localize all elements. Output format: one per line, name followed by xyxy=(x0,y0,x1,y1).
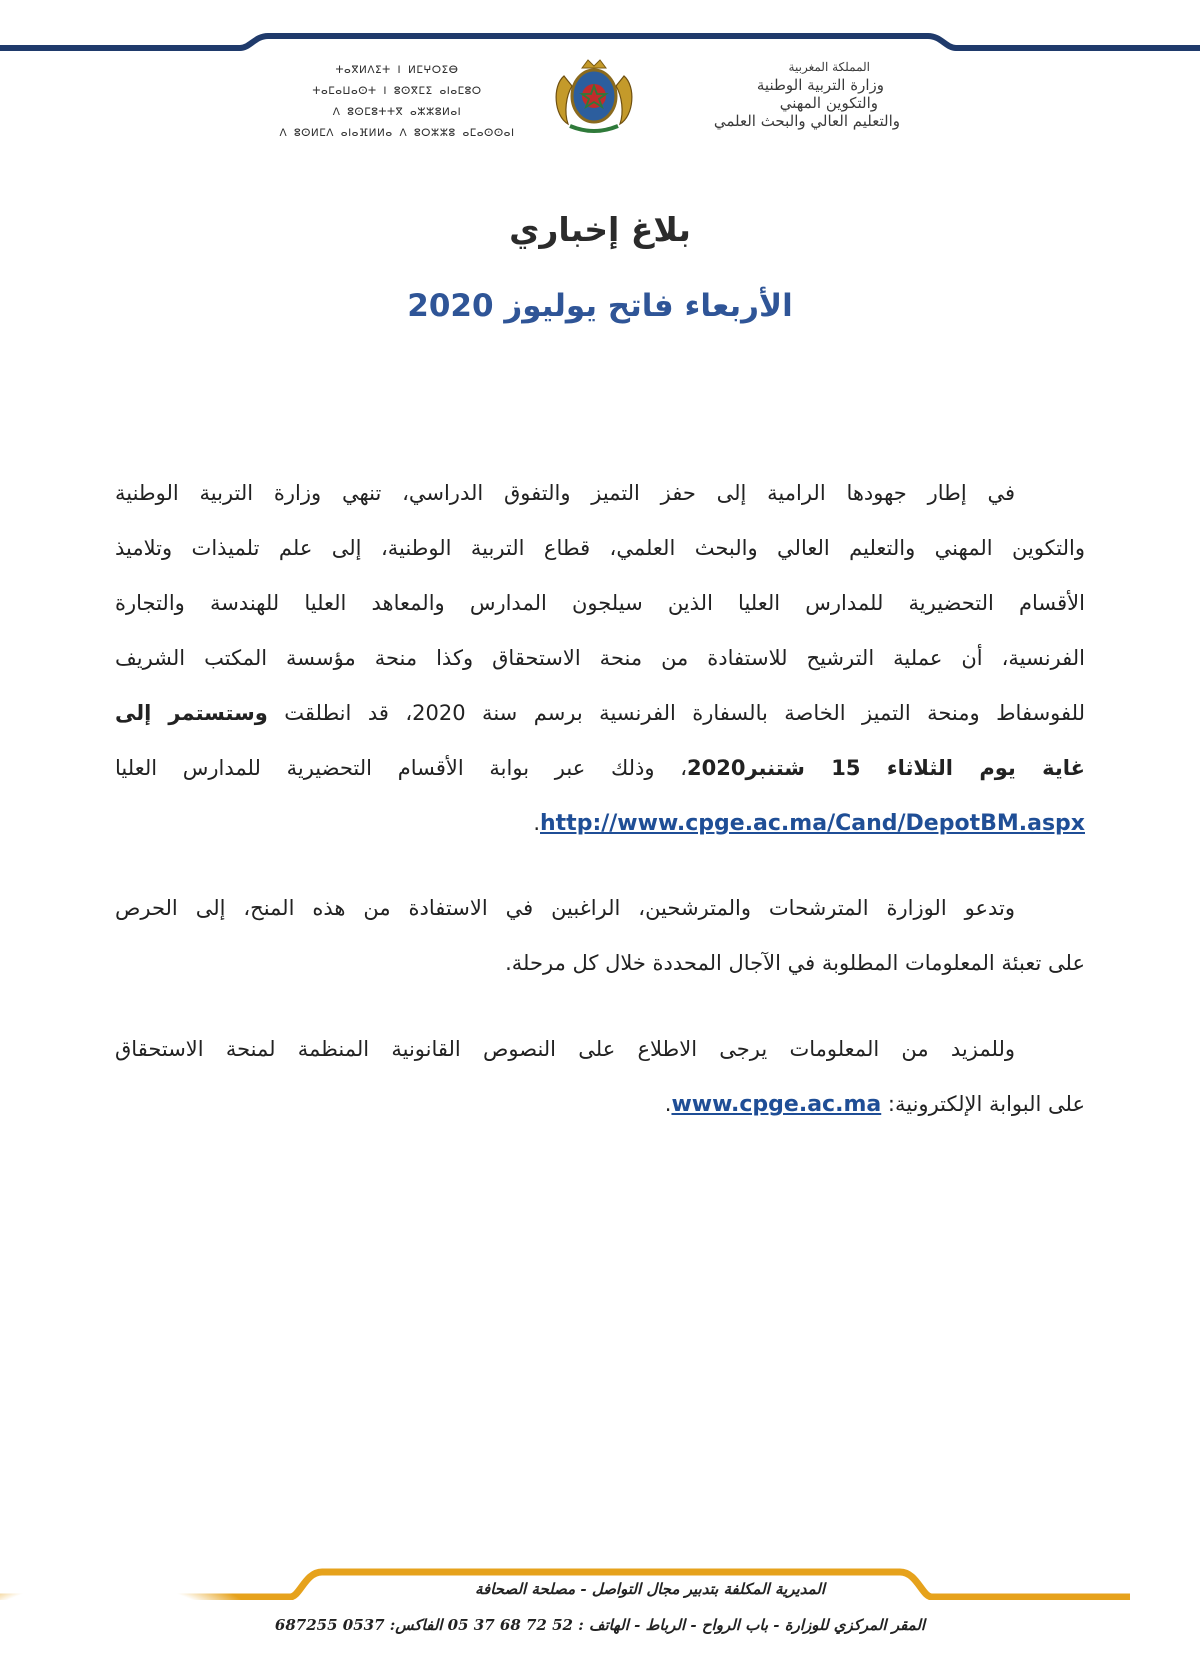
paragraph-line: وللمزيد من المعلومات يرجى الاطلاع على النصوص القانونية المنظمة لمنحة الاستحقاق xyxy=(115,1037,1015,1061)
tifinagh-line: ⴷ ⵓⵙⵎⵓⵜⵜⴳ ⴰⵣⵣⵓⵍⴰⵏ xyxy=(332,106,462,118)
ministry-line: المملكة المغربية xyxy=(788,60,870,74)
ministry-line: وزارة التربية الوطنية xyxy=(756,76,884,94)
deadline-text: غاية يوم الثلاثاء 15 شتنبر2020 xyxy=(687,756,1085,780)
paragraph-line xyxy=(115,1077,1085,1132)
paragraph-text: على البوابة الإلكترونية: xyxy=(881,1092,1085,1116)
paragraph-text: للفوسفاط ومنحة التميز الخاصة بالسفارة الفرنسية برسم سنة 2020، قد انطلقت xyxy=(267,701,1085,725)
paragraph-line xyxy=(115,686,1085,741)
paragraph-1 xyxy=(115,466,1085,851)
tifinagh-line: ⵜⴰⵎⴰⵡⴰⵙⵜ ⵏ ⵓⵙⴳⵎⵉ ⴰⵏⴰⵎⵓⵔ xyxy=(312,85,482,97)
scan-smudge xyxy=(0,1570,250,1666)
emphasis-text: وستستمر إلى xyxy=(115,701,268,725)
paragraph-line: الأقسام التحضيرية للمدارس العليا الذين سيلجون المدارس والمعاهد العليا للهندسة والتجارة xyxy=(115,591,1085,615)
tifinagh-line: ⵜⴰⴳⵍⴷⵉⵜ ⵏ ⵍⵎⵖⵔⵉⴱ xyxy=(335,64,459,76)
paragraph-line: وتدعو الوزارة المترشحات والمترشحين، الراغبين في الاستفادة من هذه المنح، إلى الحرص xyxy=(115,896,1015,920)
footer-department: المديرية المكلفة بتدبير مجال التواصل - مصلحة الصحافة xyxy=(475,1580,825,1598)
footer-address: المقر المركزي للوزارة - باب الرواح - الرباط - الهاتف : 52 72 68 37 05 الفاكس: 0537 687255 xyxy=(274,1616,926,1634)
ministry-line: والتكوين المهني xyxy=(779,94,878,112)
paragraph-line: والتكوين المهني والتعليم العالي والبحث العلمي، قطاع التربية الوطنية، إلى علم تلميذات وتلاميذ xyxy=(115,536,1085,560)
tifinagh-line: ⴷ ⵓⵙⵍⵎⴷ ⴰⵏⴰⴼⵍⵍⴰ ⴷ ⵓⵔⵣⵣⵓ ⴰⵎⴰⵙⵙⴰⵏ xyxy=(279,127,515,139)
ministry-line: والتعليم العالي والبحث العلمي xyxy=(713,112,900,130)
portal-link[interactable]: www.cpge.ac.ma xyxy=(671,1092,882,1117)
ministry-name-tifinagh xyxy=(262,60,532,144)
punctuation: . xyxy=(533,811,540,835)
paragraph-text: ، وذلك عبر بوابة الأقسام التحضيرية للمدارس العليا xyxy=(115,756,688,780)
paragraph-line: الفرنسية، أن عملية الترشيح للاستفادة من منحة الاستحقاق وكذا منحة مؤسسة المكتب الشريف xyxy=(115,646,1085,670)
candidature-link[interactable]: http://www.cpge.ac.ma/Cand/DepotBM.aspx xyxy=(540,811,1085,836)
paragraph-2 xyxy=(115,881,1085,991)
moroccan-coat-of-arms-logo xyxy=(544,46,644,136)
paragraph-line: على تعبئة المعلومات المطلوبة في الآجال المحددة خلال كل مرحلة. xyxy=(505,951,1085,975)
document-title: بلاغ إخباري xyxy=(509,210,691,249)
paragraph-line: في إطار جهودها الرامية إلى حفز التميز والتفوق الدراسي، تنهي وزارة التربية الوطنية xyxy=(115,481,1015,505)
paragraph-line xyxy=(115,741,1085,796)
document-date: الأربعاء فاتح يوليوز 2020 xyxy=(407,288,793,324)
punctuation: . xyxy=(664,1092,672,1116)
paragraph-line xyxy=(115,796,1085,851)
paragraph-3 xyxy=(115,1022,1085,1132)
ministry-name-arabic xyxy=(660,58,900,130)
